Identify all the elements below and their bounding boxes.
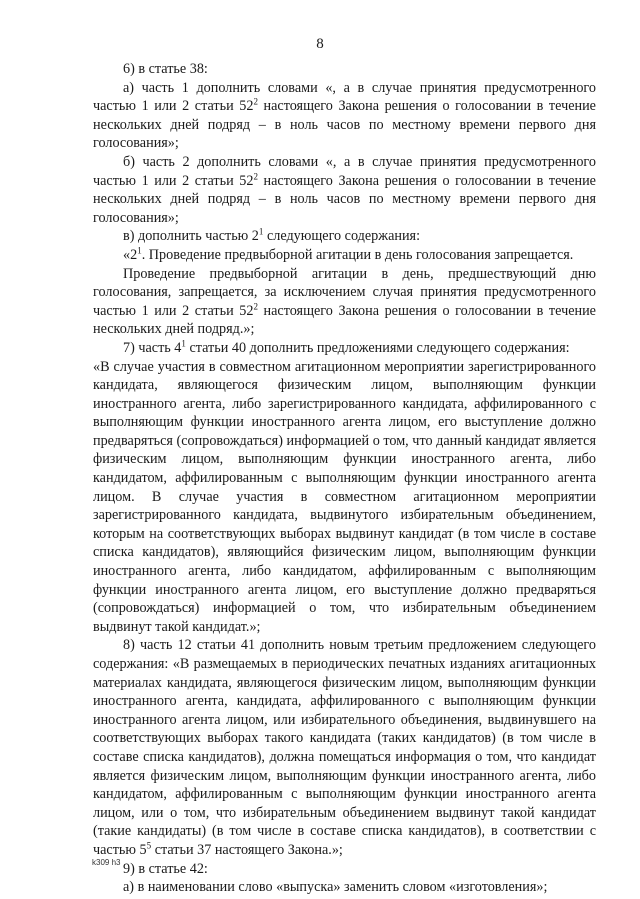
superscript: 1	[137, 245, 142, 256]
paragraph	[93, 60, 596, 79]
paragraph	[93, 860, 596, 879]
paragraph	[93, 79, 596, 153]
text-run: . Проведение предвыборной агитации в день голосования запрещается.	[141, 246, 574, 263]
superscript: 1	[181, 338, 186, 349]
text-run: следующего содержания:	[263, 228, 421, 245]
superscript: 2	[253, 96, 258, 107]
text-run: 7) часть 4	[123, 339, 182, 356]
superscript: 2	[253, 300, 258, 311]
paragraph	[93, 358, 596, 637]
paragraph	[93, 339, 596, 358]
text-run: а) в наименовании слово «выпуска» заменить словом «изготовления»;	[123, 879, 548, 896]
superscript: 1	[258, 226, 264, 237]
text-run: «2	[123, 246, 138, 263]
paragraph	[93, 636, 596, 859]
text-run: 9) в статье 42:	[123, 860, 208, 877]
text-run: «В случае участия в совместном агитационном мероприятии зарегистрированного кандидата, являющегося физическим лицом, выполняющим функции иностранного агента, либо зарегистрированного кандидата, аффилированного с выполняющим функции иностранного агента лицом, его выступление должно предваряться (сопровождаться) информацией о том, что данный кандидат является физическим лицом, выполняющим функции иностранного агента, либо кандидатом, аффилированным с выполняющим функции иностранного агента лицом. В случае участия в совместном агитационном мероприятии зарегистрированного кандидата, выдвинутого избирательным объединением, которым на соответствующих выборах выдвинут кандидат (в том числе в составе списка кандидатов), являющийся физическим лицом, выполняющим функции иностранного агента, либо кандидатом, аффилированным с выполняющим функции иностранного агента лицом, его выступление должно предваряться (сопровождаться) информацией о том, что избирательным объединением выдвинут такой кандидат.»;	[93, 358, 596, 635]
footer-code: k309 h3	[92, 858, 121, 867]
paragraph	[93, 246, 596, 265]
text-run: а) часть 1 дополнить словами «, а в случае принятия предусмотренного частью 1 или 2 статьи 52	[93, 79, 596, 115]
page-number: 8	[316, 36, 324, 52]
text-run: Проведение предвыборной агитации в день, предшествующий дню голосования, запрещается, за исключением случая принятия предусмотренного частью 1 или 2 статьи 52	[93, 265, 596, 319]
paragraph	[93, 153, 596, 227]
paragraph	[93, 227, 596, 246]
superscript: 5	[146, 840, 152, 851]
text-run: статьи 37 настоящего Закона.»;	[151, 841, 343, 858]
paragraph	[93, 878, 596, 897]
text-run: 8) часть 12 статьи 41 дополнить новым третьим предложением следующего содержания: «В размещаемых в периодических печатных изданиях агитационных материалах кандидата, являющегося физическим лицом, выполняющим функции иностранного агента, кандидата, аффилированного с выполняющим функции иностранного агента лицом, или избирательного объединения, выдвинувшего на соответствующих выборах такого кандидата (таких кандидатов) (в том числе в составе списка кандидатов), должна помещаться информация о том, что кандидат является физическим лицом, выполняющим функции иностранного агента, либо кандидатом, аффилированным с выполняющим функции иностранного агента лицом, или о том, что избирательным объединением выдвинут такой кандидат (такие кандидаты) (в том числе в составе списка кандидатов), в соответствии с частью 5	[93, 637, 596, 858]
document-body	[93, 60, 596, 897]
text-run: настоящего Закона решения о голосовании в течение нескольких дней подряд – в ноль часов по местному времени первого дня голосования»;	[93, 98, 596, 152]
superscript: 2	[253, 170, 258, 181]
text-run: 6) в статье 38:	[123, 61, 208, 77]
text-run: статьи 40 дополнить предложениями следующего содержания:	[185, 339, 570, 356]
paragraph	[93, 265, 596, 339]
text-run: в) дополнить частью 2	[123, 228, 259, 245]
text-run: б) часть 2 дополнить словами «, а в случае принятия предусмотренного частью 1 или 2 статьи 52	[93, 153, 596, 189]
text-run: настоящего Закона решения о голосовании в течение нескольких дней подряд.»;	[93, 302, 596, 338]
text-run: настоящего Закона решения о голосовании в течение нескольких дней подряд – в ноль часов по местному времени первого дня голосования»;	[93, 172, 596, 226]
